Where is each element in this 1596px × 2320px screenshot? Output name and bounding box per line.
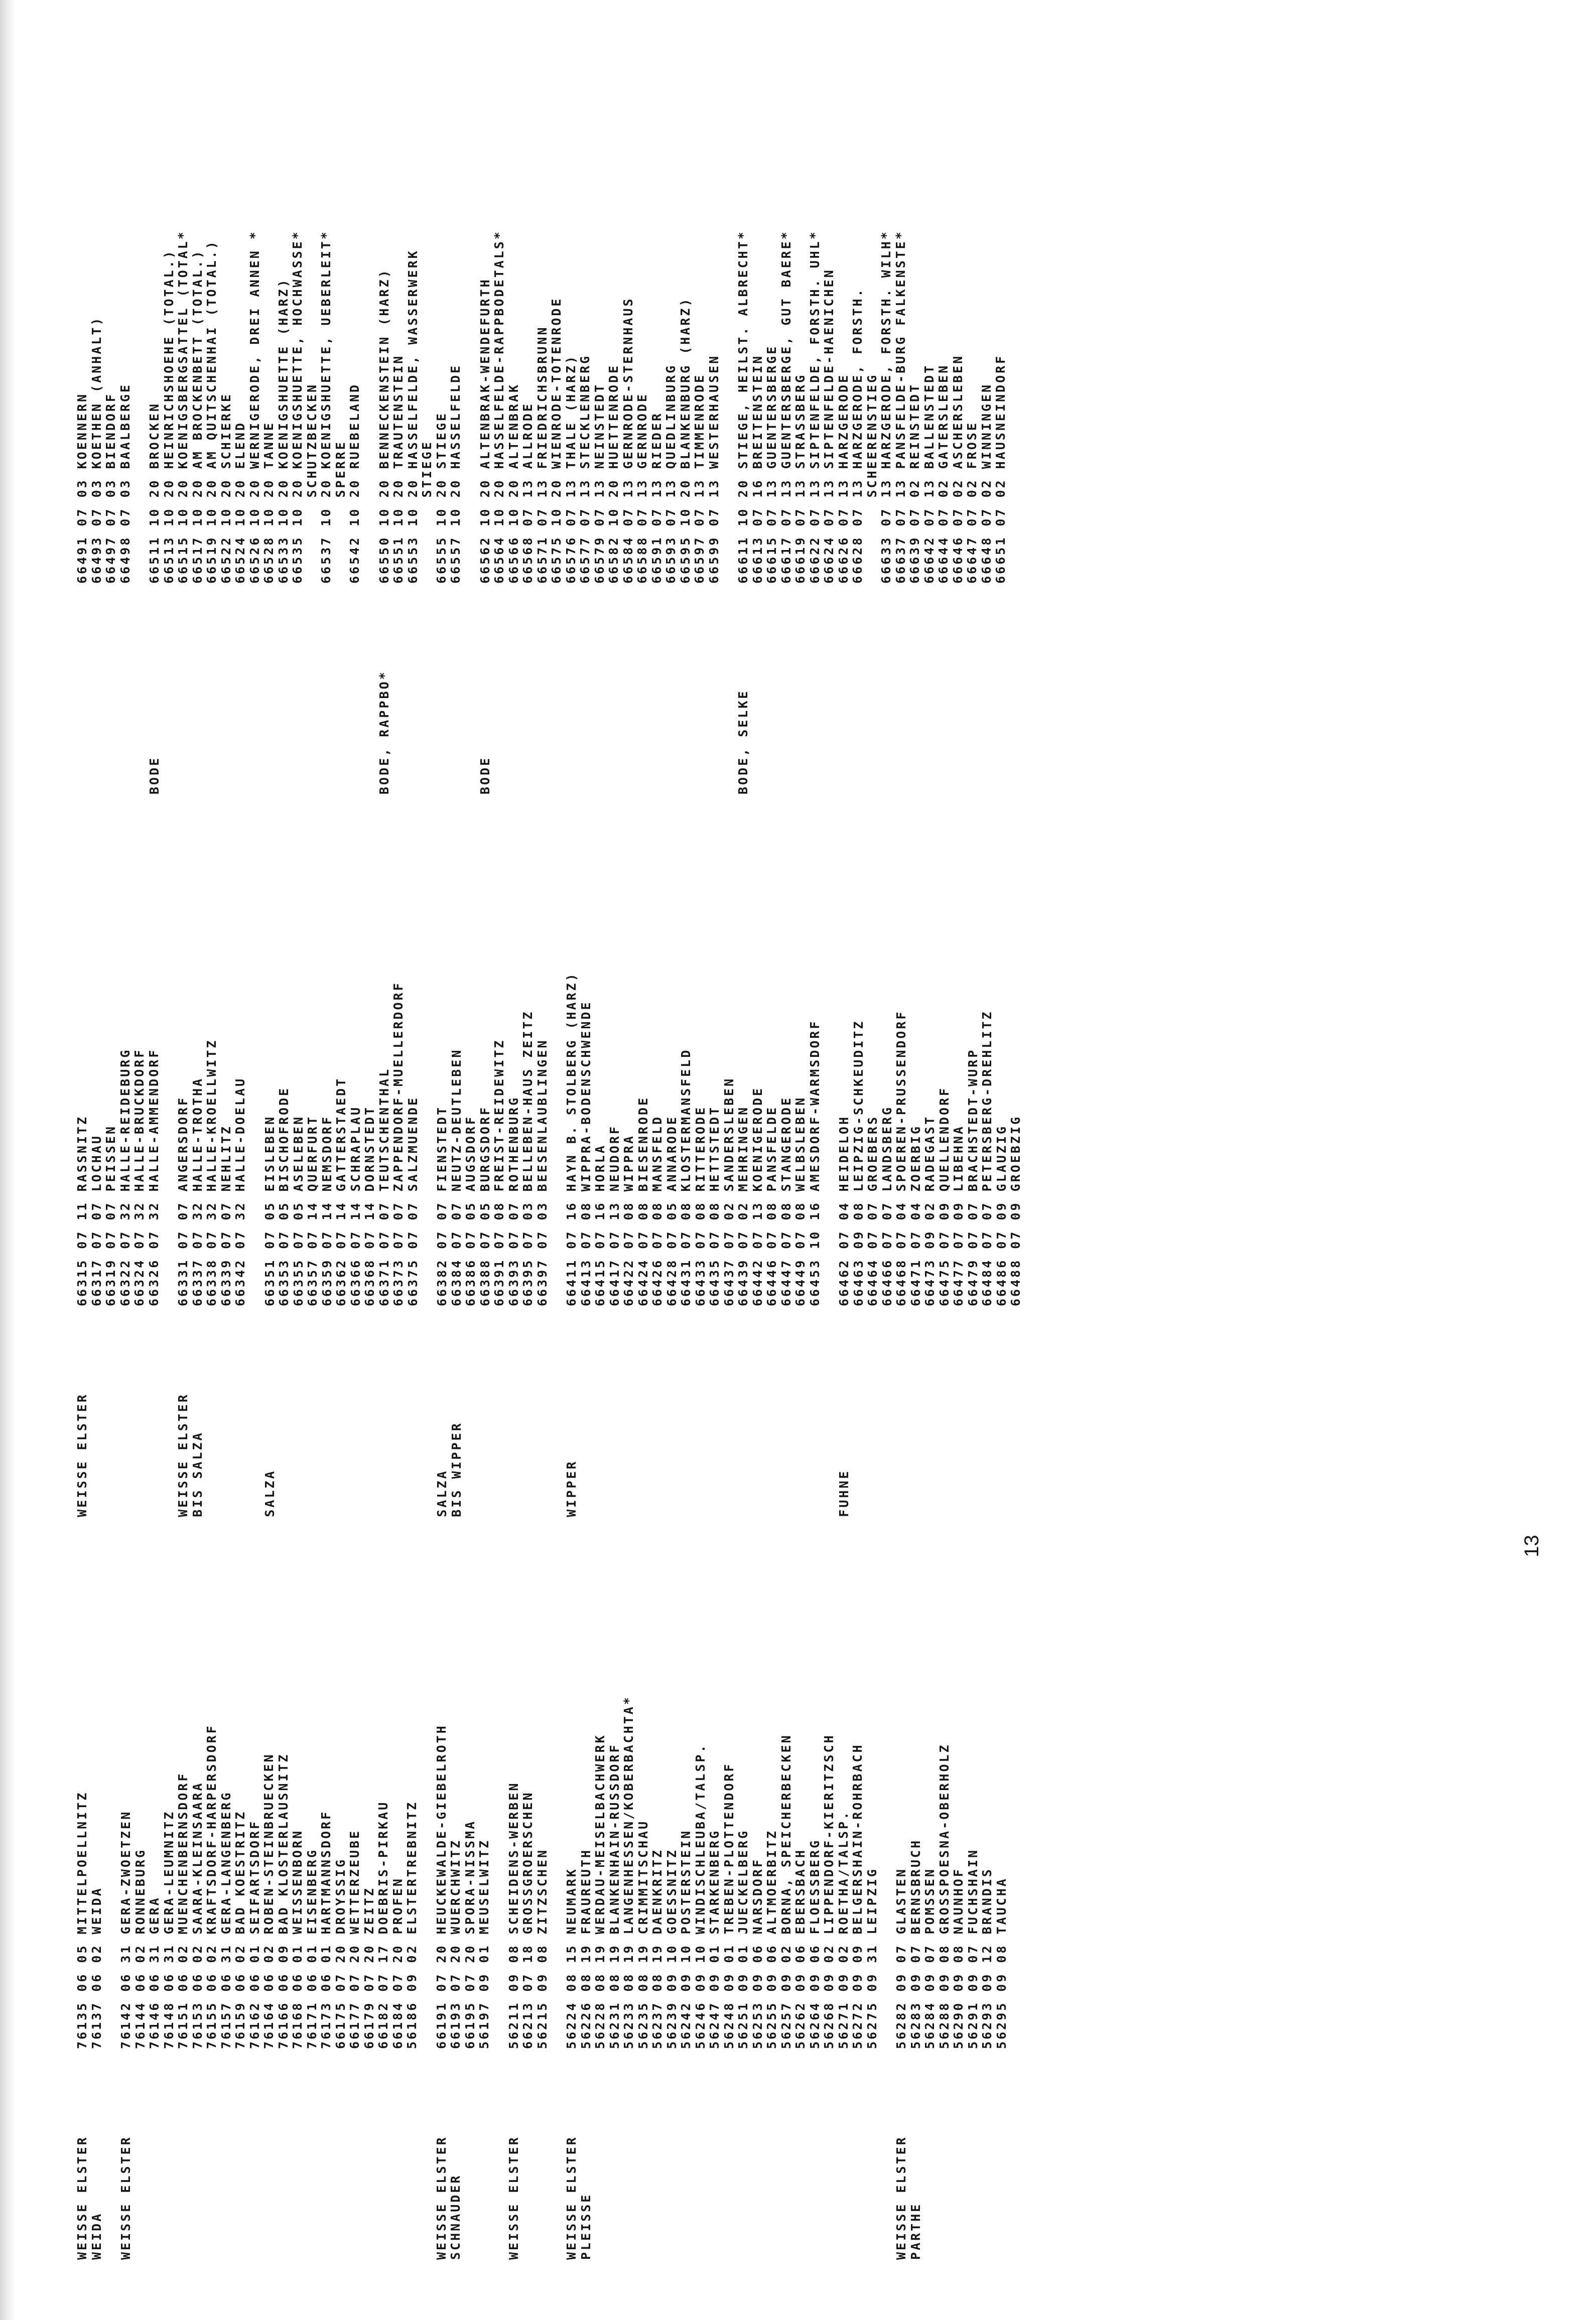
river-label: FUHNE	[837, 1469, 851, 1517]
station-row: 56272 09 09 BELGERSHAIN-ROHRBACH	[850, 1743, 865, 2049]
station-row: 56283 09 07 BERNSBRUCH	[908, 1838, 923, 2049]
station-row: 66575 10 20 WIENRODE-TOTENRODE	[549, 297, 564, 584]
station-row: 66382 07 07 FIENSTEDT	[435, 1105, 449, 1306]
station-row: 66637 07 13 PANSFELDE-BURG FALKENSTE*	[893, 230, 908, 584]
station-row: 66542 10 20 RUEBELAND	[347, 382, 362, 584]
station-row: 66415 07 16 HORLA	[593, 1144, 607, 1306]
station-group	[478, 142, 722, 794]
station-row: 56237 08 19 DAENKRITZ	[650, 1848, 664, 2049]
station-row: 66517 10 20 AM BROCKENBETT (TOTAL.)	[190, 249, 205, 584]
station-group	[435, 1607, 492, 2260]
station-row: 66191 07 20 HEUCKEWALDE-GIEBELROTH	[434, 1724, 449, 2049]
station-row: 66431 07 08 KLOSTERMANSFELD	[679, 1048, 693, 1306]
station-row: 66633 07 13 HARZGERODE, FORSTH. WILH*	[879, 230, 893, 584]
station-row: 66566 10 20 ALTENBRAK	[506, 382, 521, 584]
station-row: 66433 07 08 RITTERODE	[693, 1105, 708, 1306]
station-row: 66613 07 16 BREITENSTEIN	[750, 354, 765, 584]
station-row: 76159 06 02 BAD KOESTRITZ	[233, 1810, 247, 2049]
station-row: 76166 06 09 BAD KLOSTERLAUSNITZ	[276, 1752, 291, 2049]
station-group	[894, 1607, 1009, 2260]
station-row: 66342 07 32 HALLE-DOELAU	[233, 1076, 247, 1306]
station-row: 56251 09 01 JUECKELBERG	[736, 1829, 750, 2049]
river-label: SALZA BIS WIPPER	[435, 1421, 464, 1517]
station-row: 66315 07 11 RASSNITZ	[75, 1115, 89, 1306]
station-row: 66375 07 07 SALZMUENDE	[405, 1096, 420, 1306]
station-row: SPERRE	[333, 440, 348, 584]
station-row: 66447 07 08 STANGERODE	[778, 1096, 793, 1306]
station-row: 66366 07 14 SCHRAPLAU	[348, 1105, 363, 1306]
station-row: 66588 07 13 GERNRODE	[635, 392, 649, 584]
station-row: 66642 07 13 BALLENSTEDT	[921, 363, 937, 584]
station-row: 56271 09 02 ROETHA/TALSP.	[836, 1810, 851, 2049]
station-row: 66337 07 32 HALLE-TROTHA	[190, 1076, 205, 1306]
station-row: 66593 07 13 QUEDLINBURG	[663, 363, 678, 584]
station-row: 56255 09 06 ALTMOERBITZ	[764, 1829, 779, 2049]
station-row: 66648 07 02 WINNINGEN	[979, 382, 994, 584]
station-row: 66524 10 20 ELEND	[233, 421, 247, 584]
station-row: 66463 09 08 LEIPZIG-SCHKEUDITZ	[851, 1019, 866, 1306]
station-row: 66624 07 13 SIPTENFELDE-HAENICHEN	[822, 268, 836, 584]
station-row: 66526 10 20 WERNIGERODE, DREI ANNEN *	[247, 230, 262, 584]
station-row: 66651 07 02 HAUSNEINDORF	[993, 354, 1008, 584]
station-row: 66519 10 20 AM QUITSCHENHAI (TOTAL.)	[204, 239, 219, 584]
station-row: 66522 10 20 SCHIERKE	[218, 392, 233, 584]
station-row: 66555 10 20 STIEGE	[434, 412, 449, 584]
station-row: 66579 07 13 NEINSTEDT	[592, 382, 607, 584]
station-row: 66339 07 07 NEHLITZ	[218, 1125, 233, 1306]
river-label: WEISSE ELSTER PARTHE	[894, 2135, 923, 2260]
station-row: 66446 07 08 PANSFELDE	[764, 1105, 779, 1306]
river-label: WEISSE ELSTER	[506, 2135, 521, 2260]
station-row: 56264 09 06 FLOESSBERG	[807, 1838, 822, 2049]
river-label: WEISSE ELSTER	[118, 2135, 133, 2260]
station-row: 66537 10 20 KOENIGSHUETTE, UEBERLEIT*	[319, 230, 333, 584]
river-label: WEISSE ELSTER	[75, 1393, 89, 1517]
station-row: 56257 09 02 BORNA, SPEICHERBECKEN	[778, 1733, 793, 2049]
page-number: 13	[1521, 1535, 1543, 1557]
station-row: 66193 07 20 WUERCHWITZ	[448, 1838, 463, 2049]
station-row: 66582 10 20 HUETTENRODE	[606, 363, 621, 584]
station-row: 66326 07 32 HALLE-AMMENDORF	[146, 1048, 161, 1306]
station-row: 66393 07 07 ROTHENBURG	[506, 1096, 521, 1306]
station-row: 66617 07 13 GUENTERSBERGE, GUT BAERE*	[778, 230, 793, 584]
river-label: BODE	[147, 756, 162, 794]
station-row: 66515 10 20 KOENIGSBERGSATTEL (TOTAL*	[176, 230, 190, 584]
river-label: WEISSE ELSTER SCHNAUDER	[434, 2135, 463, 2260]
station-row: 66646 07 02 ASCHERSLEBEN	[950, 354, 965, 584]
station-row: 56293 09 12 BRANDIS	[980, 1867, 994, 2049]
station-row: 66442 07 13 KOENIGERODE	[750, 1086, 765, 1306]
river-label: WEISSE ELSTER BIS SALZA	[176, 1393, 205, 1517]
station-row: 76173 06 01 HARTMANNSDORF	[319, 1810, 333, 2049]
station-row: 66175 07 20 DROYSSIG	[333, 1857, 348, 2049]
station-row: 66597 07 13 TIMMENRODE	[692, 373, 707, 584]
station-row: 66353 07 05 BISCHOFRODE	[277, 1086, 291, 1306]
station-row: 56282 09 07 GLASTEN	[894, 1867, 908, 2049]
station-row: 66449 07 08 WELBSLEBEN	[793, 1096, 808, 1306]
station-row: 66359 07 14 NEMSDORF	[319, 1115, 334, 1306]
station-row: 56295 09 08 TAUCHA	[994, 1877, 1009, 2049]
station-row: 66351 07 05 EISLEBEN	[262, 1115, 277, 1306]
station-row: 66453 10 16 AMESDORF-WARMSDORF	[807, 1019, 822, 1306]
station-row: 66584 07 13 GERNRODE-STERNHAUS	[620, 297, 635, 584]
station-row: 66426 07 08 MANSFELD	[650, 1115, 664, 1306]
station-row: 66550 10 20 BENNECKENSTEIN (HARZ)	[376, 268, 391, 584]
station-group	[507, 1607, 550, 2260]
station-row: 66324 07 32 HALLE-BRUCKDORF	[132, 1048, 147, 1306]
station-row: 66395 07 03 BELLEBEN-HAUS ZEITZ	[520, 1010, 535, 1306]
station-row: 66386 07 05 AUGSDORF	[463, 1115, 478, 1306]
station-row: 66213 07 18 GROSSGROERSCHEN	[520, 1791, 535, 2049]
station-row: 76157 06 31 GERA-LANGENBERG	[218, 1791, 233, 2049]
station-row: 76146 06 31 GERA	[147, 1896, 162, 2049]
station-row: 56268 09 02 LIPPENDORF-KIERITZSCH	[822, 1733, 836, 2049]
station-row: 66488 07 09 GROEBZIG	[1008, 1115, 1023, 1306]
station-row: 56248 09 01 TREBEN-PLOTTENDORF	[721, 1762, 736, 2049]
station-row: 56211 09 08 SCHEIDENS-WERBEN	[506, 1781, 521, 2049]
station-row: 66528 10 20 TANNE	[261, 421, 276, 584]
river-label: BODE, RAPPBO*	[376, 670, 391, 794]
station-row: 66355 07 05 ASELEBEN	[291, 1115, 306, 1306]
station-row: 66535 10 20 KOENIGSHUETTE, HOCHWASSE*	[290, 230, 305, 584]
station-row: 56288 09 08 GROSSPOESNA-OBERHOLZ	[937, 1743, 952, 2049]
river-label: WEISSE ELSTER WEIDA	[75, 2135, 104, 2260]
station-row: 66384 07 07 NEUTZ-DEUTLEBEN	[449, 1048, 464, 1306]
station-row: 56246 09 10 WINDISCHLEUBA/TALSP.	[693, 1743, 708, 2049]
station-row: 66497 07 03 BIENDORF	[103, 392, 118, 584]
station-row: 66475 07 09 QUELLENDORF	[937, 1086, 952, 1306]
station-row: 56291 09 07 FUCHSHAIN	[965, 1848, 980, 2049]
station-row: 66611 10 20 STIEGE, HEILST. ALBRECHT*	[736, 230, 750, 584]
station-row: 56242 09 10 POSTERSTEIN	[679, 1829, 693, 2049]
station-row: 66182 07 17 DOEBRIS-PIRKAU	[376, 1800, 390, 2049]
station-group	[119, 1607, 420, 2260]
station-row: 56197 09 01 MEUSELWITZ	[477, 1838, 491, 2049]
station-row: 56247 09 01 STARKENBERG	[707, 1829, 722, 2049]
station-row: 66498 07 03 BAALBERGE	[117, 382, 132, 584]
station-group	[148, 142, 362, 794]
station-row: 66647 07 02 FROSE	[965, 421, 979, 584]
station-row: 66622 07 13 SIPTENFELDE, FORSTH. UHL*	[807, 230, 822, 584]
station-row: 66322 07 32 HALLE-REIDEBURG	[117, 1048, 132, 1306]
station-group	[75, 142, 132, 794]
station-row: 76162 06 01 SEIFARTSDORF	[247, 1819, 262, 2049]
station-row: 66513 10 20 HEINRICHSHOEHE (TOTAL.)	[161, 249, 176, 584]
station-row: 66486 07 09 GLAUZIG	[994, 1125, 1009, 1306]
station-row: 66484 07 07 PETERSBERG-DREHLITZ	[980, 1010, 994, 1306]
station-group	[435, 865, 550, 1517]
station-group	[176, 865, 248, 1517]
station-row: 66479 07 07 BRACHSTEDT-WURP	[965, 1048, 980, 1306]
station-row: 76164 06 02 ROBEN-STEINBRUECKEN	[261, 1752, 276, 2049]
station-row: 66595 10 20 BLANKENBURG (HARZ)	[678, 297, 693, 584]
station-row: 66568 07 13 ALLRODE	[520, 402, 535, 584]
station-row: 66397 07 03 BEESENLAUBLINGEN	[535, 1038, 550, 1306]
station-row: 66368 07 14 DORNSTEDT	[362, 1105, 377, 1306]
station-row: 56284 09 07 POMSSEN	[922, 1867, 937, 2049]
station-row: 66317 07 07 LOCHAU	[89, 1134, 104, 1306]
station-row: 66562 10 20 ALTENBRAK-WENDEFURTH	[477, 278, 492, 584]
station-row: 66362 07 14 GATTERSTAEDT	[334, 1076, 348, 1306]
station-row: 76142 06 31 GERA-ZWOETZEN	[118, 1810, 133, 2049]
station-row: 56224 08 15 NEUMARK	[564, 1867, 579, 2049]
station-group	[565, 865, 822, 1517]
station-row: 66553 10 20 HASSELFELDE, WASSERWERK	[405, 249, 420, 584]
river-label: BODE	[477, 756, 492, 794]
station-row: 56275 09 31 LEIPZIG	[864, 1867, 879, 2049]
station-row: 56233 08 19 LANGENHESSEN/KOBERBACHTA*	[621, 1695, 636, 2049]
station-row: 66388 07 05 BURGSDORF	[477, 1105, 492, 1306]
station-row: 66357 07 14 QUERFURT	[305, 1115, 320, 1306]
river-label: SALZA	[262, 1469, 277, 1517]
station-row: 66591 07 13 RIEDER	[649, 412, 664, 584]
station-row: 66464 07 07 GROEBERS	[865, 1115, 880, 1306]
station-group	[736, 142, 1008, 794]
station-row: 66628 07 13 HARZGERODE, FORSTH.	[850, 287, 865, 584]
column-panel-2	[75, 865, 1038, 1517]
station-row: 56215 09 08 ZITZSCHEN	[535, 1848, 550, 2049]
station-row: 66511 10 20 BROCKEN	[147, 402, 162, 584]
station-row: 66576 07 13 THALE (HARZ)	[563, 354, 578, 584]
station-row: 76137 06 02 WEIDA	[89, 1886, 104, 2049]
station-row: 66619 07 13 STRASSBERG	[793, 373, 808, 584]
station-row: 66564 10 20 HASSELFELDE-RAPPBODETALS*	[492, 230, 506, 584]
station-row: 66644 07 02 GATERSLEBEN	[936, 363, 951, 584]
station-row: 66615 07 13 GUENTERSBERGE	[764, 344, 779, 584]
station-row: 56290 09 08 NAUNHOF	[951, 1867, 966, 2049]
station-row: 66439 07 02 MEHRINGEN	[736, 1105, 750, 1306]
station-row: 56186 09 02 ELSTERTREBNITZ	[405, 1800, 419, 2049]
station-group	[75, 865, 161, 1517]
river-label: BODE, SELKE	[736, 689, 750, 794]
station-row: 76148 06 31 GERA-LEUMNITZ	[161, 1810, 176, 2049]
station-row: 66557 10 20 HASSELFELDE	[448, 363, 463, 584]
station-row: 76171 06 01 EISENBERG	[304, 1848, 319, 2049]
station-row: SCHUTZBECKEN	[304, 382, 319, 584]
station-row: 66477 07 09 LIBEHNA	[951, 1125, 966, 1306]
station-row: 66371 07 07 TEUTSCHENTHAL	[376, 1067, 391, 1306]
station-row: 76151 06 02 MUENCHENBERNSDORF	[176, 1771, 190, 2049]
station-row: 56239 09 10 GOESSNITZ	[664, 1848, 679, 2049]
station-group	[565, 1607, 879, 2260]
station-row: 66626 07 13 HARZGERODE	[836, 373, 851, 584]
station-row: 66468 07 04 SPOEREN-PRUSSENDORF	[894, 1010, 908, 1306]
station-row: 66639 07 02 REINSTEDT	[907, 382, 922, 584]
station-row: 66437 07 02 SANDERSLEBEN	[721, 1076, 736, 1306]
station-row: 66571 07 13 FRIEDRICHSBRUNN	[535, 325, 550, 584]
station-row: 76144 06 02 RONNEBURG	[132, 1848, 148, 2049]
station-group	[263, 865, 421, 1517]
station-row: SCHEERENSTIEG	[864, 373, 879, 584]
station-row: 66473 09 02 RADEGAST	[922, 1115, 937, 1306]
station-row: 56262 09 06 EBERSBACH	[793, 1848, 808, 2049]
station-row: 66424 07 08 BIESENRODE	[635, 1096, 650, 1306]
column-panel-3	[75, 142, 1023, 794]
station-row: 66491 07 03 KOENNERN	[75, 392, 89, 584]
station-row: 56235 08 19 CRIMMITSCHAU	[635, 1819, 650, 2049]
station-row: STIEGE	[420, 440, 434, 584]
station-row: 66338 07 32 HALLE-KROELLWITZ	[204, 1038, 219, 1306]
station-row: 66462 07 04 HEIDELOH	[837, 1115, 851, 1306]
station-row: 66577 07 13 STECKLENBERG	[578, 354, 592, 584]
station-row: 66179 07 20 ZEITZ	[361, 1886, 376, 2049]
station-row: 66471 07 04 ZOERBIG	[908, 1125, 923, 1306]
station-row: 76168 06 01 WEISSENBORN	[290, 1829, 305, 2049]
station-row: 66319 07 07 PEISSEN	[103, 1125, 118, 1306]
river-label: WIPPER	[564, 1459, 579, 1517]
station-row: 66533 10 20 KOENIGSHUETTE (HARZ)	[276, 278, 291, 584]
station-row: 66466 07 07 LANDSBERG	[879, 1105, 894, 1306]
station-row: 66413 07 08 WIPPRA-BODENSCHWENDE	[578, 1000, 593, 1306]
station-row: 66373 07 07 ZAPPENDORF-MUELLERDORF	[391, 981, 406, 1306]
station-row: 56231 08 19 BLANKENHAIN-RUSSDORF	[607, 1743, 622, 2049]
station-row: 66411 07 16 HAYN B. STOLBERG (HARZ)	[564, 972, 579, 1306]
station-row: 66195 07 20 SPORA-NISSMA	[462, 1819, 477, 2049]
column-panel-1	[75, 1607, 1024, 2260]
station-row: 66551 10 20 TRAUTENSTEIN	[391, 354, 406, 584]
station-row: 66184 07 20 PROFEN	[390, 1877, 405, 2049]
station-row: 56253 09 06 NARSDORF	[750, 1857, 765, 2049]
station-row: 66435 07 08 HETTSTEDT	[707, 1105, 722, 1306]
station-row: 66331 07 07 ANGERSDORF	[176, 1096, 190, 1306]
station-row: 76153 06 02 SAARA-KLEINSAARA	[190, 1781, 205, 2049]
station-row: 66417 07 13 NEUDORF	[607, 1125, 622, 1306]
station-row: 76135 06 05 MITTELPOELLNITZ	[75, 1791, 89, 2049]
station-row: 56226 08 19 FRAUREUTH	[578, 1848, 593, 2049]
station-row: 66422 07 08 WIPPRA	[621, 1134, 636, 1306]
station-row: 56228 08 19 WERDAU-MEISELBACHWERK	[593, 1733, 607, 2049]
river-label: WEISSE ELSTER PLEISSE	[564, 2135, 593, 2260]
station-row: 66391 07 08 FREIST-REIDEWITZ	[492, 1038, 506, 1306]
station-row: 66493 07 03 KOETHEN (ANHALT)	[89, 316, 104, 584]
station-group	[377, 142, 463, 794]
station-group	[75, 1607, 104, 2260]
station-group	[837, 865, 1023, 1517]
station-row: 66177 07 20 WETTERZEUBE	[347, 1829, 362, 2049]
station-row: 66599 07 13 WESTERHAUSEN	[706, 354, 721, 584]
station-row: 76155 06 02 KRAFTSDORF-HARPERSDORF	[204, 1724, 219, 2049]
station-row: 66428 07 05 ANNARODE	[664, 1115, 679, 1306]
